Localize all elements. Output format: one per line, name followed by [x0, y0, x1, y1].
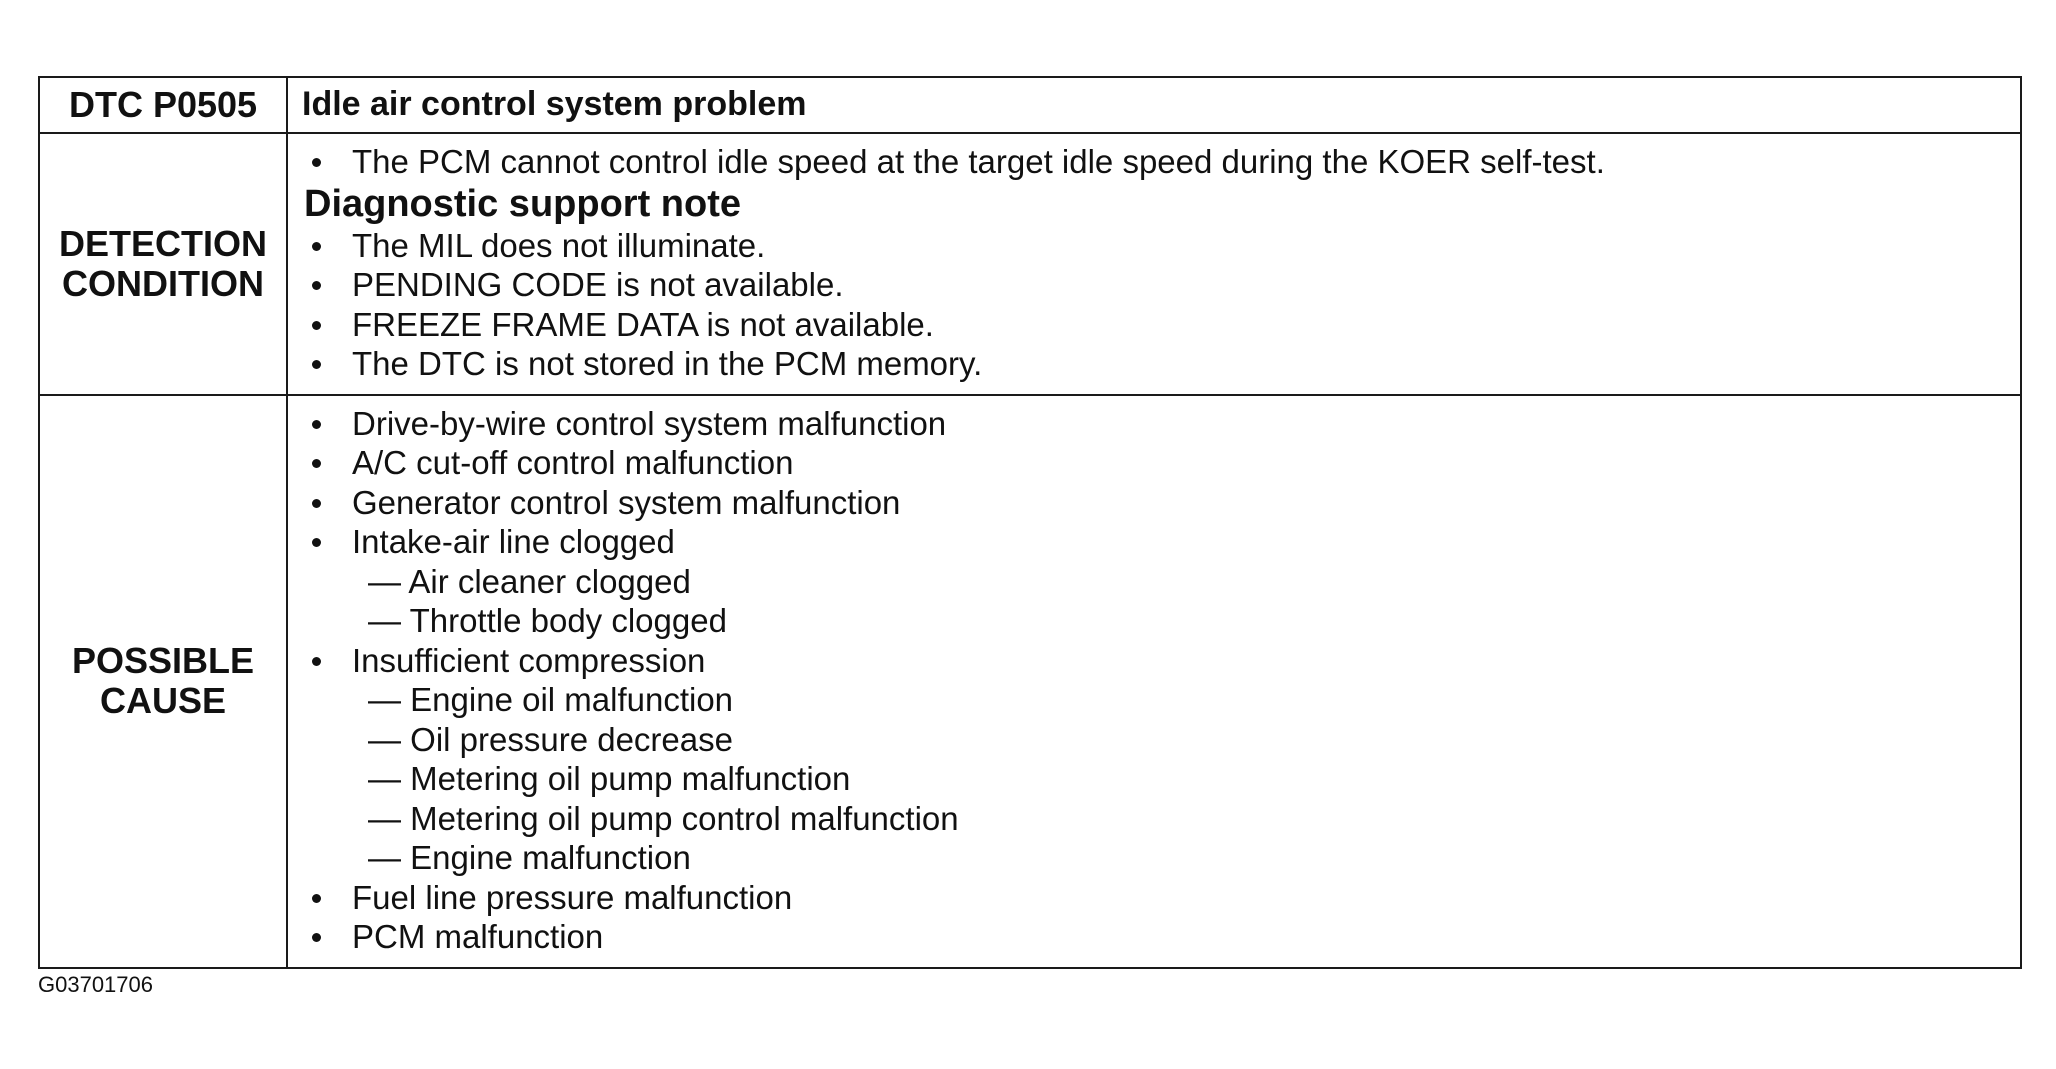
cause-label-line1: POSSIBLE: [71, 640, 255, 681]
list-item: FREEZE FRAME DATA is not available.: [302, 305, 2006, 345]
possible-cause-list: [302, 404, 2006, 957]
header-row: [39, 77, 2021, 133]
list-item: PCM malfunction: [302, 917, 2006, 957]
dtc-code-cell: [39, 77, 287, 133]
list-item: Drive-by-wire control system malfunction: [302, 404, 2006, 444]
list-item: Insufficient compression: [302, 641, 2006, 681]
detection-condition-label: [39, 133, 287, 395]
sub-list-item: — Air cleaner clogged: [368, 562, 691, 600]
sub-list-item: — Engine oil malfunction: [368, 681, 734, 718]
list-item: Intake-air line clogged: [302, 522, 2006, 562]
list-item: PENDING CODE is not available.: [302, 265, 2006, 305]
possible-cause-content: [287, 395, 2021, 968]
detection-label-line1: DETECTION: [58, 222, 267, 264]
detection-condition-content: [287, 133, 2021, 395]
sub-list-item: — Engine malfunction: [368, 839, 691, 876]
possible-cause-label: [39, 395, 287, 968]
figure-id: G03701706: [38, 972, 153, 997]
list-item: Generator control system malfunction: [302, 483, 2006, 523]
dtc-description-cell: [287, 77, 2021, 133]
dtc-description: Idle air control system problem: [302, 85, 807, 124]
detection-label-line2: CONDITION: [62, 262, 264, 304]
list-item: A/C cut-off control malfunction: [302, 443, 2006, 483]
cause-label-line2: CAUSE: [99, 680, 227, 721]
sub-list-item: — Metering oil pump control malfunction: [368, 799, 959, 837]
list-item: The DTC is not stored in the PCM memory.: [302, 344, 2006, 384]
list-item: The PCM cannot control idle speed at the target idle speed during the KOER self-test.: [302, 142, 2006, 182]
list-item: The MIL does not illuminate.: [302, 226, 2006, 266]
possible-cause-row: [39, 395, 2021, 968]
sub-list-item: — Throttle body clogged: [368, 602, 727, 639]
diagnostic-support-note-heading: Diagnostic support note: [304, 182, 741, 225]
diagnostic-note-list: [302, 226, 2006, 384]
dtc-table: [38, 76, 2022, 969]
dtc-code: DTC P0505: [68, 84, 258, 125]
sub-list-item: — Metering oil pump malfunction: [368, 760, 851, 797]
detection-condition-row: [39, 133, 2021, 395]
detection-intro-list: [302, 142, 2006, 182]
list-item: Fuel line pressure malfunction: [302, 878, 2006, 918]
sub-list-item: — Oil pressure decrease: [368, 720, 733, 758]
